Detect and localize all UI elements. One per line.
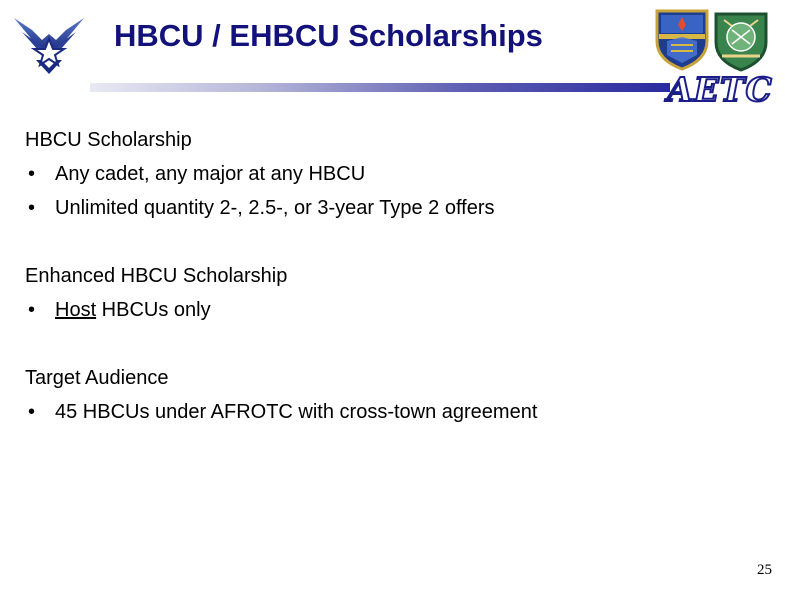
bullet-text: 45 HBCUs under AFROTC with cross-town agreement — [55, 401, 538, 423]
slide-body — [25, 123, 765, 463]
bullet-item — [25, 395, 765, 429]
bullet-icon: • — [28, 401, 36, 423]
aetc-logo — [662, 72, 778, 108]
bullet-icon: • — [28, 299, 36, 321]
section-heading: HBCU Scholarship — [25, 129, 192, 151]
bullet-item — [25, 191, 765, 225]
underlined-word: Host — [55, 299, 97, 321]
section-enhanced-hbcu-scholarship — [25, 259, 765, 327]
bullet-icon: • — [28, 197, 36, 219]
bullet-item — [25, 293, 765, 327]
bullet-text — [55, 293, 211, 327]
air-university-shield-icon — [712, 10, 770, 72]
bullet-item — [25, 157, 765, 191]
bullet-text-rest: HBCUs only — [96, 299, 211, 321]
page-number: 25 — [757, 562, 772, 578]
bullet-text: Unlimited quantity 2-, 2.5-, or 3-year Type 2 offers — [55, 197, 495, 219]
section-hbcu-scholarship — [25, 123, 765, 225]
section-target-audience — [25, 361, 765, 429]
bullet-text: Any cadet, any major at any HBCU — [55, 163, 366, 185]
page-title: HBCU / EHBCU Scholarships — [114, 18, 543, 53]
bullet-icon: • — [28, 163, 36, 185]
title-divider — [90, 83, 670, 92]
air-force-symbol-icon — [12, 12, 86, 78]
section-heading: Target Audience — [25, 367, 169, 389]
aetc-shield-icon — [653, 7, 711, 71]
section-heading: Enhanced HBCU Scholarship — [25, 265, 288, 287]
aetc-wordmark: AETC — [667, 70, 773, 109]
